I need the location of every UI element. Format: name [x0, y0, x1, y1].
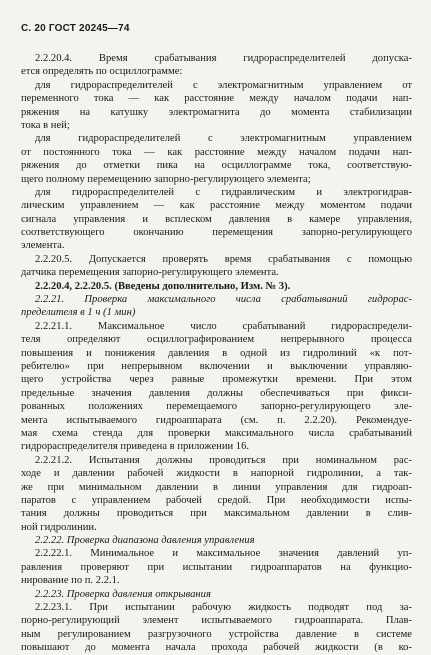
text-line: ряжения до отметки пика на осциллограмме тока, соответствую-: [21, 160, 412, 172]
text-line: для гидрораспределителей с гидравлическим и электрогидрав-: [35, 186, 412, 198]
text-line: предельные значения давления должны обеспечиваться при фикси-: [21, 387, 412, 399]
text-line: 2.2.22.1. Минимальное и максимальное значения давлений уп-: [35, 548, 412, 560]
text-line: 2.2.20.4. Время срабатывания гидрораспределителей допуска-: [35, 53, 412, 64]
text-line: повышают до момента начала прохода рабочей жидкости (в ко-: [21, 642, 412, 654]
text-line: мая схема стенда для проверки максимального числа срабатываний: [21, 427, 412, 439]
text-line: 2.2.23.1. При испытании рабочую жидкость подводят под за-: [35, 602, 412, 614]
text-line: элемента.: [21, 240, 65, 252]
text-line: ется определять по осциллограмме:: [21, 66, 183, 78]
text-line: гидрораспределителя приведена в приложении 16.: [21, 441, 250, 453]
text-line: повышения и понижения давления в одной из гидролиний «к пот-: [21, 347, 412, 359]
text-line: переменного тока — как расстояние между началом подачи нап-: [21, 93, 412, 105]
text-line: от постоянного тока — как расстояние между началом подачи нап-: [21, 146, 412, 158]
text-line: мента испытываемого гидроаппарата (см. п. 2.2.20). Рекомендуе-: [21, 414, 412, 426]
text-line: для гидрораспределителей с электромагнитным управлением от: [35, 79, 412, 91]
text-line: 2.2.21.2. Испытания должны проводиться при номинальном рас-: [35, 454, 412, 466]
text-line: для гидрораспределителей с электромагнитным управлением: [35, 133, 412, 145]
text-line: щего полному перемещению запорно-регулирующего элемента;: [21, 173, 311, 185]
text-line: ребителю» при непрерывном включении и выключении управляю-: [21, 360, 412, 372]
text-line: 2.2.20.5. Допускается проверять время срабатывания с помощью: [35, 253, 412, 265]
text-line: тока в ней;: [21, 119, 70, 131]
text-line: 2.2.21. Проверка максимального числа срабатываний гидрорас-: [35, 294, 412, 306]
text-line: 2.2.21.1. Максимальное число срабатываний гидрораспредели-: [35, 320, 412, 332]
text-line: порно-регулирующий элемент испытываемого гидроаппарата. Плав-: [21, 615, 412, 627]
text-line: же при минимальном давлении в линии управления для гидроап-: [21, 481, 412, 493]
text-line: 2.2.22. Проверка диапазона давления управления: [35, 535, 255, 547]
text-line: ным регулированием разгрузочного устройства давление в системе: [21, 628, 412, 640]
text-line: равления проверяют при испытании гидроаппаратов на функцио-: [21, 561, 412, 573]
text-line: датчика перемещения запорно-регулирующего элемента.: [21, 267, 279, 279]
text-line: пределителя в 1 ч (1 мин): [21, 307, 136, 319]
page-header: С. 20 ГОСТ 20245—74: [21, 23, 130, 34]
text-line: щего устройства через равные промежутки времени. При этом: [21, 374, 412, 386]
document-body: [21, 52, 412, 655]
text-line: рованных положениях перемещаемого запорно-регулирующего эле-: [21, 401, 412, 413]
text-line: сигнала управления и всплеском давления в камере управления,: [21, 213, 412, 225]
text-line: тания должны проводиться при максимальном давлении в слив-: [21, 508, 412, 520]
text-line: нирование по п. 2.2.1.: [21, 575, 120, 587]
text-line: 2.2.23. Проверка давления открывания: [35, 588, 211, 600]
text-line: соответствующего окончанию перемещения запорно-регулирующего: [21, 227, 412, 239]
text-line: лическим управлением — как расстояние между моментом подачи: [21, 200, 412, 212]
text-line: ной гидролинии.: [21, 521, 97, 533]
text-line: паратов с управлением рабочей средой. При необходимости испы-: [21, 494, 412, 506]
text-line: 2.2.20.4, 2.2.20.5. (Введены дополнительно, Изм. № 3).: [35, 280, 291, 292]
text-line: теля определяют осциллографированием непрерывного процесса: [21, 334, 412, 346]
text-line: ряжения на катушку электромагнита до момента стабилизации: [21, 106, 412, 118]
text-line: ходе и давлении рабочей жидкости в напорной гидролинии, а так-: [21, 468, 412, 480]
